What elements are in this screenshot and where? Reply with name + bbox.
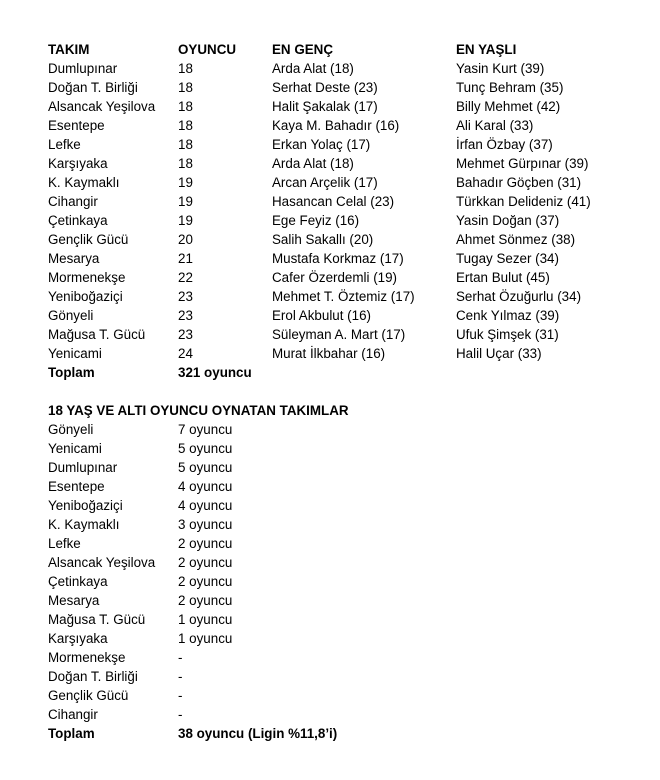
team-name: Gönyeli [48,422,94,437]
u18-player-count: 2 oyuncu [178,555,233,570]
team-name: Karşıyaka [48,156,108,171]
team-name: Mormenekşe [48,270,126,285]
oldest-player: Ertan Bulut (45) [456,270,550,285]
youngest-player: Erkan Yolaç (17) [272,137,371,152]
u18-total-value: 38 oyuncu (Ligin %11,8’i) [178,726,338,741]
oldest-player: Tunç Behram (35) [456,80,564,95]
player-count: 18 [178,137,193,152]
team-name: Mağusa T. Gücü [48,612,146,627]
oldest-player: Ali Karal (33) [456,118,534,133]
table-row [48,306,626,325]
youngest-player: Mehmet T. Öztemiz (17) [272,289,415,304]
list-item [48,591,626,610]
u18-player-count: 1 oyuncu [178,631,233,646]
oldest-player: Halil Uçar (33) [456,346,542,361]
youngest-player: Serhat Deste (23) [272,80,378,95]
youngest-player: Mustafa Korkmaz (17) [272,251,404,266]
youngest-player: Cafer Özerdemli (19) [272,270,398,285]
player-count: 19 [178,213,193,228]
team-name: Lefke [48,137,81,152]
document [48,40,626,743]
youngest-player: Arcan Arçelik (17) [272,175,378,190]
player-count: 23 [178,289,193,304]
team-name: Doğan T. Birliği [48,669,138,684]
header-oyuncu: OYUNCU [178,42,237,57]
player-count: 19 [178,194,193,209]
list-item [48,496,626,515]
team-name: Doğan T. Birliği [48,80,138,95]
u18-player-count: 5 oyuncu [178,460,233,475]
table-row [48,344,626,363]
table-row [48,325,626,344]
u18-player-count: 1 oyuncu [178,612,233,627]
list-item [48,648,626,667]
table-row [48,97,626,116]
oldest-player: Bahadır Göçben (31) [456,175,582,190]
player-count: 24 [178,346,193,361]
table-row [48,287,626,306]
player-count: 18 [178,99,193,114]
total-label: Toplam [48,365,95,380]
header-en-yasli: EN YAŞLI [456,42,517,57]
team-name: Yenicami [48,346,102,361]
player-count: 18 [178,80,193,95]
table-row [48,268,626,287]
team-name: Cihangir [48,707,98,722]
list-item [48,667,626,686]
team-name: Esentepe [48,479,105,494]
u18-player-count: 4 oyuncu [178,498,233,513]
table-row [48,154,626,173]
header-en-genc: EN GENÇ [272,42,334,57]
table-row [48,59,626,78]
team-name: Mağusa T. Gücü [48,327,146,342]
player-count: 18 [178,118,193,133]
player-count: 19 [178,175,193,190]
list-item [48,534,626,553]
oldest-player: Mehmet Gürpınar (39) [456,156,589,171]
team-name: Gençlik Gücü [48,232,129,247]
total-value: 321 oyuncu [178,365,252,380]
u18-player-count: 7 oyuncu [178,422,233,437]
team-name: Yeniboğaziçi [48,289,123,304]
player-count: 23 [178,308,193,323]
main-table-total [48,363,626,382]
team-name: Cihangir [48,194,98,209]
youngest-player: Arda Alat (18) [272,156,354,171]
u18-table-total [48,724,626,743]
youngest-player: Erol Akbulut (16) [272,308,371,323]
youngest-player: Arda Alat (18) [272,61,354,76]
u18-player-count: - [178,688,183,703]
u18-player-count: - [178,707,183,722]
player-count: 21 [178,251,193,266]
list-item [48,515,626,534]
youngest-player: Halit Şakalak (17) [272,99,378,114]
team-name: Mormenekşe [48,650,126,665]
team-name: Karşıyaka [48,631,108,646]
team-name: Dumlupınar [48,460,118,475]
team-name: Mesarya [48,251,100,266]
list-item [48,610,626,629]
u18-player-count: 2 oyuncu [178,574,233,589]
list-item [48,477,626,496]
youngest-player: Süleyman A. Mart (17) [272,327,406,342]
team-name: Lefke [48,536,81,551]
u18-title: 18 YAŞ VE ALTI OYUNCU OYNATAN TAKIMLAR [48,403,349,418]
list-item [48,629,626,648]
u18-player-count: - [178,669,183,684]
table-row [48,78,626,97]
u18-player-count: 2 oyuncu [178,593,233,608]
list-item [48,686,626,705]
oldest-player: Ahmet Sönmez (38) [456,232,576,247]
team-name: Yenicami [48,441,102,456]
oldest-player: Yasin Doğan (37) [456,213,560,228]
table-row [48,173,626,192]
youngest-player: Kaya M. Bahadır (16) [272,118,400,133]
player-count: 18 [178,156,193,171]
list-item [48,420,626,439]
u18-player-count: - [178,650,183,665]
oldest-player: Cenk Yılmaz (39) [456,308,560,323]
oldest-player: Yasin Kurt (39) [456,61,545,76]
youngest-player: Murat İlkbahar (16) [272,346,386,361]
list-item [48,705,626,724]
team-name: K. Kaymaklı [48,517,120,532]
team-name: K. Kaymaklı [48,175,120,190]
u18-table-title [48,401,626,420]
u18-player-count: 5 oyuncu [178,441,233,456]
list-item [48,458,626,477]
player-count: 23 [178,327,193,342]
table-row [48,211,626,230]
main-table-body [48,59,626,363]
oldest-player: Billy Mehmet (42) [456,99,561,114]
oldest-player: Serhat Özuğurlu (34) [456,289,582,304]
team-name: Mesarya [48,593,100,608]
table-row [48,135,626,154]
u18-total-label: Toplam [48,726,95,741]
main-table [48,40,626,382]
section-gap [48,382,626,401]
u18-table [48,401,626,743]
oldest-player: Türkkan Delideniz (41) [456,194,591,209]
player-count: 18 [178,61,193,76]
youngest-player: Ege Feyiz (16) [272,213,360,228]
list-item [48,439,626,458]
player-count: 20 [178,232,193,247]
u18-player-count: 2 oyuncu [178,536,233,551]
table-row [48,192,626,211]
team-name: Gönyeli [48,308,94,323]
header-takim: TAKIM [48,42,90,57]
team-name: Çetinkaya [48,574,108,589]
list-item [48,553,626,572]
table-row [48,230,626,249]
team-name: Yeniboğaziçi [48,498,123,513]
team-name: Dumlupınar [48,61,118,76]
oldest-player: Ufuk Şimşek (31) [456,327,559,342]
oldest-player: Tugay Sezer (34) [456,251,559,266]
youngest-player: Salih Sakallı (20) [272,232,374,247]
player-count: 22 [178,270,193,285]
oldest-player: İrfan Özbay (37) [456,137,553,152]
u18-table-body [48,420,626,724]
main-table-header [48,40,626,59]
team-name: Gençlik Gücü [48,688,129,703]
team-name: Çetinkaya [48,213,108,228]
table-row [48,249,626,268]
table-row [48,116,626,135]
team-name: Esentepe [48,118,105,133]
u18-player-count: 3 oyuncu [178,517,233,532]
team-name: Alsancak Yeşilova [48,555,156,570]
u18-player-count: 4 oyuncu [178,479,233,494]
youngest-player: Hasancan Celal (23) [272,194,395,209]
team-name: Alsancak Yeşilova [48,99,156,114]
list-item [48,572,626,591]
